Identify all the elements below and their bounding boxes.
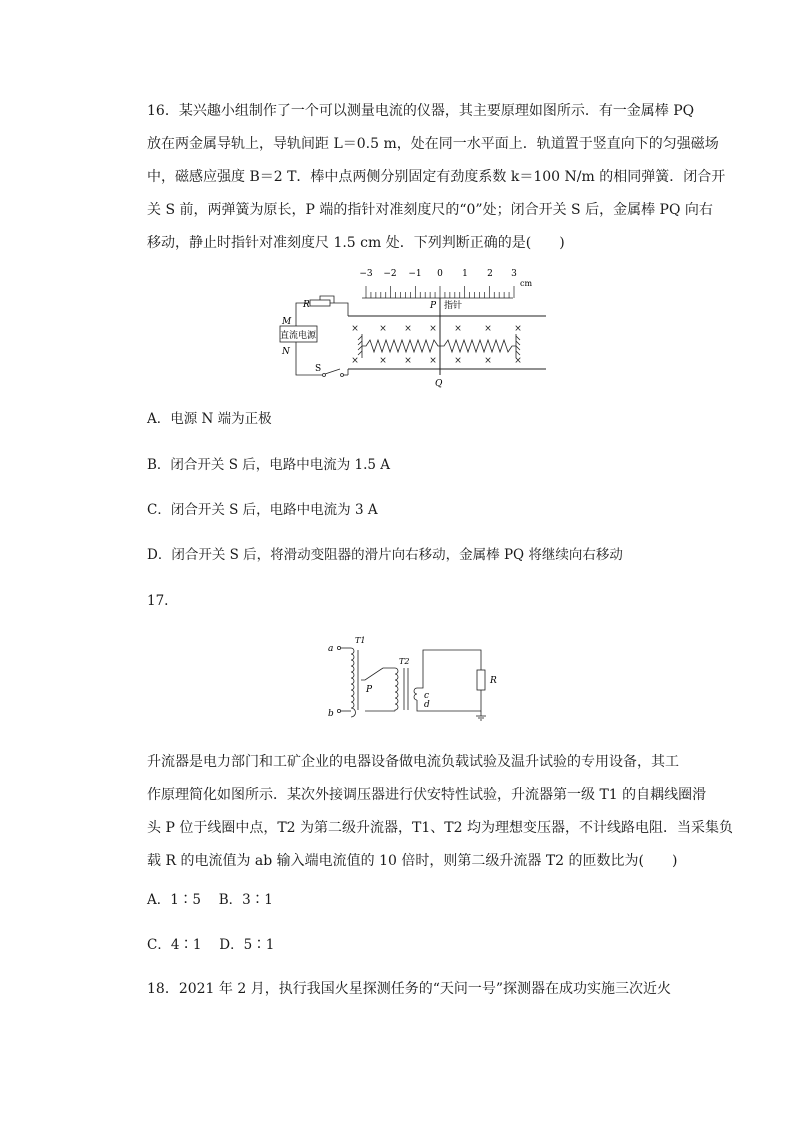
label-m: M [282, 317, 292, 327]
q17-number: 17. [147, 593, 169, 609]
label-q: Q [435, 379, 443, 389]
label-n: N [282, 347, 290, 357]
t2-primary-coil [395, 668, 398, 711]
label-r: R [490, 676, 497, 686]
q16-line-5: 移动，静止时指针对准刻度尺 1.5 cm 处．下列判断正确的是( ) [147, 235, 565, 251]
label-r: R [303, 300, 310, 310]
q16-line-2: 放在两金属导轨上，导轨间距 L＝0.5 m，处在同一水平面上．轨道置于竖直向下的匀强磁场 [147, 136, 719, 152]
ruler-tick-label: −3 [359, 269, 373, 279]
label-b: b [328, 709, 334, 719]
q16-figure [270, 262, 550, 392]
ruler-tick-label: −1 [408, 269, 422, 279]
label-p: P [430, 301, 437, 311]
field-x: × [379, 324, 387, 334]
q16-line-4: 关 S 前，两弹簧为原长，P 端的指针对准刻度尺的“0”处；闭合开关 S 后，金属棒 PQ 向右 [147, 202, 713, 218]
q17-options-row-1[interactable]: A．1∶5 B．3∶1 [147, 892, 273, 908]
field-x: × [404, 356, 412, 366]
ruler-tick-label: 1 [462, 269, 468, 279]
right-spring [440, 340, 516, 352]
q16-line-1: 16．某兴趣小组制作了一个可以测量电流的仪器，其主要原理如图所示．有一金属棒 PQ [147, 103, 695, 119]
ruler-tick-label: 3 [511, 269, 517, 279]
field-x: × [379, 356, 387, 366]
label-t2: T2 [399, 657, 410, 666]
q16-line-3: 中，磁感应强度 B＝2 T．棒中点两侧分别固定有劲度系数 k＝100 N/m 的相同弹簧．闭合开 [147, 169, 726, 185]
t2-secondary-coil [414, 688, 417, 700]
t1-coil [351, 648, 356, 717]
q16-option-b[interactable]: B．闭合开关 S 后，电路中电流为 1.5 A [147, 457, 391, 473]
q16-option-d[interactable]: D．闭合开关 S 后，将滑动变阻器的滑片向右移动，金属棒 PQ 将继续向右移动 [147, 547, 623, 563]
field-x: × [429, 324, 437, 334]
dc-source-label: 直流电源 [279, 331, 317, 341]
label-t1: T1 [355, 636, 366, 645]
q17-options-row-2[interactable]: C．4∶1 D．5∶1 [147, 937, 275, 953]
label-p: P [366, 685, 373, 695]
left-spring [362, 340, 440, 352]
field-x: × [514, 324, 522, 334]
ruler-unit: cm [520, 279, 533, 288]
q17-line-2: 作原理简化如图所示．某次外接调压器进行伏安特性试验，升流器第一级 T1 的自耦线圈滑 [147, 787, 707, 803]
label-c: c [424, 691, 430, 701]
field-x: × [484, 356, 492, 366]
ruler-tick-label: 2 [487, 269, 493, 279]
ruler-tick-label: 0 [437, 269, 443, 279]
ruler-tick-label: −2 [383, 269, 397, 279]
label-a: a [328, 644, 334, 654]
field-x: × [351, 356, 359, 366]
q17-line-3: 头 P 位于线圈中点，T2 为第二级升流器，T1、T2 均为理想变压器，不计线路电阻．当采集负 [147, 820, 733, 836]
q16-option-a[interactable]: A．电源 N 端为正极 [147, 411, 272, 427]
resistor-r [477, 670, 485, 690]
field-x: × [454, 324, 462, 334]
right-wall [516, 334, 520, 358]
label-d: d [424, 700, 430, 710]
q17-line-1: 升流器是电力部门和工矿企业的电器设备做电流负载试验及温升试验的专用设备，其工 [147, 754, 679, 770]
field-x: × [454, 356, 462, 366]
field-x: × [484, 324, 492, 334]
field-x: × [404, 324, 412, 334]
field-x: × [351, 324, 359, 334]
field-x: × [514, 356, 522, 366]
q18-line-1: 18．2021 年 2 月，执行我国火星探测任务的“天问一号”探测器在成功实施三次近火 [147, 981, 672, 997]
left-wall [358, 334, 362, 358]
q17-line-4: 载 R 的电流值为 ab 输入端电流值的 10 倍时，则第二级升流器 T2 的匝数比为( ) [147, 853, 678, 869]
pointer-label: 指针 [444, 301, 463, 311]
label-s: S [315, 364, 322, 374]
q17-figure [325, 632, 495, 722]
rheostat-r [310, 296, 348, 316]
switch-s [323, 369, 349, 377]
field-x: × [429, 356, 437, 366]
q16-option-c[interactable]: C．闭合开关 S 后，电路中电流为 3 A [147, 502, 378, 518]
